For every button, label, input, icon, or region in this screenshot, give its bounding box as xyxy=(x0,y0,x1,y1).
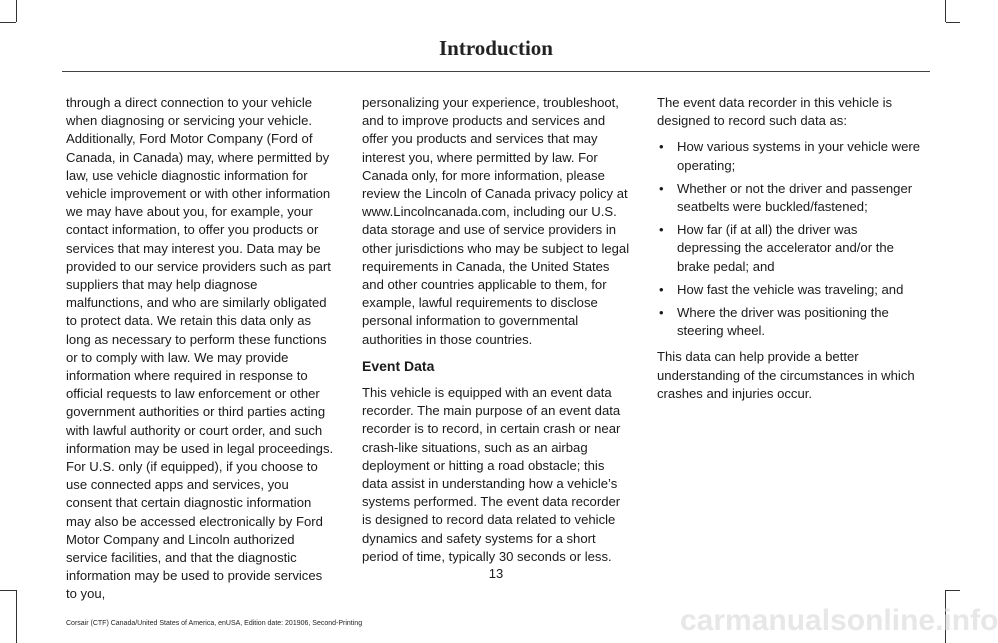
column-left xyxy=(66,94,334,612)
crop-mark xyxy=(16,0,17,22)
list-item: • How far (if at all) the driver was depressing the accelerator and/or the brake pedal; and xyxy=(657,221,925,276)
crop-mark xyxy=(0,22,16,23)
page-number: 13 xyxy=(488,566,504,581)
crop-mark xyxy=(0,590,16,591)
paragraph: personalizing your experience, troubleshoot, and to improve products and services and offer you products and services that may interest you, where permitted by law. For Canada only, for more information, please review the Lincoln of Canada privacy policy at www.Lincolncanada.com, including our U.S. data storage and use of service providers in other jurisdictions who may be subject to legal requirements in Canada, the United States and other countries applicable to them, for example, lawful requirements to disclose personal information to governmental authorities in those countries. xyxy=(362,95,630,347)
header-divider xyxy=(62,71,930,72)
list-item: • Whether or not the driver and passenger seatbelts were buckled/fastened; xyxy=(657,180,925,216)
crop-mark xyxy=(946,22,960,23)
section-heading-event-data: Event Data xyxy=(362,357,435,374)
crop-mark xyxy=(945,0,946,22)
crop-mark xyxy=(946,590,960,591)
list-item: • Where the driver was positioning the steering wheel. xyxy=(657,304,925,340)
watermark: carmanualsonline.info xyxy=(680,604,998,637)
paragraph: This data can help provide a better understanding of the circumstances in which crashes and injuries occur. xyxy=(657,349,915,401)
footer-text: Corsair (CTF) Canada/United States of America, enUSA, Edition date: 201906, Second-Printing xyxy=(66,620,363,627)
paragraph: through a direct connection to your vehicle when diagnosing or servicing your vehicle. Additionally, Ford Motor Company (Ford of Canada, in Canada) may, where permitted by law, use vehicle diagnostic information for vehicle improvement or with other information we may have about you, for example, your contact information, to offer you products or services that may interest you. Data may be provided to our service providers such as part suppliers that may help diagnose malfunctions, and who are similarly obligated to protect data. We retain this data only as long as necessary to perform these functions or to comply with law. We may provide information where required in response to official requests to law enforcement or other government authorities or third parties acting with lawful authority or court order, and such information may be used in legal proceedings. For U.S. only (if equipped), if you choose to use connected apps and services, you consent that certain diagnostic information may also be accessed electronically by Ford Motor Company and Lincoln authorized service facilities, and that the diagnostic information may be used to provide services to you, xyxy=(66,95,334,602)
list-item: • How various systems in your vehicle were operating; xyxy=(657,138,925,174)
column-middle xyxy=(362,94,630,574)
crop-mark xyxy=(16,590,17,643)
bullet-list xyxy=(657,138,925,340)
paragraph: This vehicle is equipped with an event data recorder. The main purpose of an event data recorder is to record, in certain crash or near crash-like situations, such as an airbag deployment or hitting a road obstacle; this data assist in understanding how a vehicle’s systems performed. The event data recorder is designed to record data related to vehicle dynamics and safety systems for a short period of time, typically 30 seconds or less. xyxy=(362,385,621,564)
column-right xyxy=(657,94,925,411)
paragraph: The event data recorder in this vehicle is designed to record such data as: xyxy=(657,95,893,129)
page-title: Introduction xyxy=(439,36,553,60)
list-item: • How fast the vehicle was traveling; and xyxy=(657,281,925,299)
